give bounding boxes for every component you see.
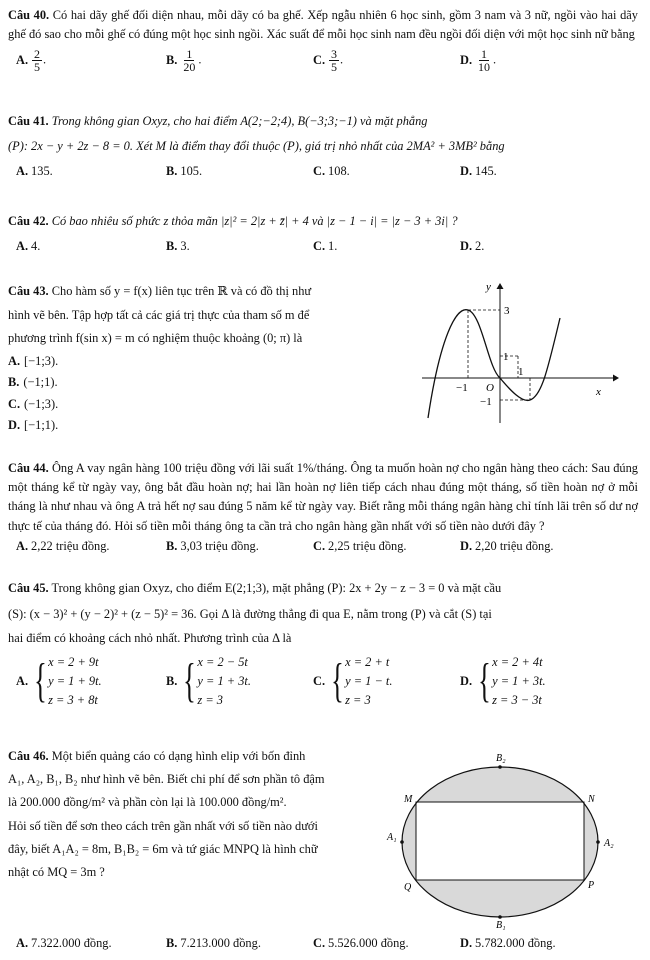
option-c[interactable]: C. 2,25 triệu đồng. — [313, 538, 407, 553]
x-label: x — [596, 386, 601, 398]
option-b[interactable]: B. 7.213.000 đồng. — [166, 936, 261, 950]
option-c[interactable]: C. (−1;3). — [8, 396, 59, 411]
option-a[interactable]: A. $\frac{2}{5}$ . — [16, 47, 47, 75]
option-c[interactable]: C. 108. — [313, 164, 350, 179]
option-b[interactable]: B. (−1;1). — [8, 375, 58, 390]
label-n: N — [588, 794, 595, 805]
option-a[interactable]: A. 7.322.000 đồng. — [16, 936, 112, 950]
y-label: y — [486, 281, 491, 293]
option-b[interactable]: B. { x = 2 − 5t y = 1 + 3t. z = 3 — [166, 654, 251, 708]
question-43: Câu 43. Cho hàm số y = f(x) liên tục trên ℝ và có đồ thị như hình vẽ bên. Tập hợp tất cả các giá trị thực của tham số m để phương trình f(sin x) = m có nghiệm thuộc khoảng (0; π) là A. [−1;3). B. (−1;1). C. (−1;3). D. [−1;1). — [8, 282, 398, 437]
question-44 — [8, 459, 638, 557]
question-43-text: Câu 43. Cho hàm số y = f(x) liên tục trên ℝ và có đồ thị như — [8, 284, 312, 298]
tick-1-x: 1 — [518, 366, 524, 378]
option-a[interactable]: A. 4. — [16, 239, 41, 254]
question-40 — [8, 6, 638, 82]
option-d[interactable]: D. { x = 2 + 4t y = 1 + 3t. z = 3 − 3t — [460, 654, 546, 708]
tick-1-y: 1 — [503, 351, 509, 363]
option-b[interactable]: B. 105. — [166, 164, 203, 179]
label-a2: A₂ — [604, 838, 614, 849]
option-c[interactable]: C. 1. — [313, 239, 338, 254]
question-45: Câu 45. Trong không gian Oxyz, cho điểm E(2;1;3), mặt phẳng (P): 2x + 2y − z − 3 = 0 và mặt cầu (S): (x − 3)² + (y − 2)² + (z − 5)² = 36. Gọi Δ là đường thẳng đi qua E, nằm trong (P) và cắt (S) tại hai điểm có khoảng cách nhỏ nhất. Phương trình của Δ là A. { x = 2 + 9t y = 1 + 9t. z = 3 + 8t B. { x = 2 − 5t y = 1 + 3t. z = 3 C. { x = 2 + t y = 1 − t. z = 3 D. { x = 2 + 4t y = 1 + 3t. z = 3 − 3t — [8, 579, 638, 719]
question-44-text: Câu 44. Ông A vay ngân hàng 100 triệu đồng với lãi suất 1%/tháng. Ông ta muốn hoàn nợ cho ngân hàng theo cách: Sau đúng một tháng kể từ ngày vay, ông bắt đầu hoàn nợ; hai lần hoàn nợ liên tiếp cách nhau đúng một tháng, số tiền hoàn nợ ở mỗi tháng là như nhau và ông A trả hết nợ sau đúng 5 năm kể từ ngày vay. Biết rằng mỗi tháng ngân hàng chỉ tính lãi trên số dư nợ thực tế của tháng đó. Hỏi số tiền mỗi tháng ông ta cần trả cho ngân hàng gần nhất với số tiền nào dưới đây ? — [8, 461, 638, 533]
options-row — [8, 162, 638, 182]
option-c[interactable]: C. 5.526.000 đồng. — [313, 936, 409, 950]
options-row — [8, 653, 638, 719]
rectangle-mnpq — [416, 802, 584, 880]
vertex-a1 — [400, 840, 404, 844]
option-d[interactable]: D. [−1;1). — [8, 418, 59, 433]
label-b1: B₁ — [496, 920, 506, 930]
option-d[interactable]: D. 5.782.000 đồng. — [460, 936, 556, 950]
option-d[interactable]: D. 2. — [460, 239, 485, 254]
vertex-b2 — [498, 765, 502, 769]
tick-minus-1-y: −1 — [480, 396, 492, 408]
option-d[interactable]: D. $\frac{1}{10}$ . — [460, 47, 497, 75]
origin-label: O — [486, 382, 494, 394]
option-a[interactable]: A. [−1;3). — [8, 353, 59, 368]
function-curve — [428, 310, 560, 418]
ellipse-figure — [384, 750, 624, 930]
tick-3: 3 — [504, 305, 510, 317]
tick-minus-1-x: −1 — [456, 382, 468, 394]
question-42-text: Câu 42. Có bao nhiêu số phức z thỏa mãn |z|² = 2|z + z̄| + 4 và |z − 1 − i| = |z − 3 + 3i| ? — [8, 214, 458, 228]
vertex-b1 — [498, 915, 502, 919]
label-q: Q — [404, 882, 412, 893]
option-b[interactable]: B. 3. — [166, 239, 190, 254]
label-a1: A₁ — [387, 832, 397, 843]
label-p: P — [588, 880, 595, 891]
function-graph — [418, 278, 640, 426]
question-40-text: Câu 40. Có hai dãy ghế đối diện nhau, mỗi dãy có ba ghế. Xếp ngẫu nhiên 6 học sinh, gồm 3 nam và 3 nữ, ngồi vào hai dãy ghế đó sao cho mỗi ghế có đúng một học sinh ngồi. Xác suất để mỗi học sinh nam đều ngồi đối diện với một học sinh nữ bằng — [8, 8, 639, 42]
question-46: Câu 46. Một biển quảng cáo có dạng hình elip với bốn đỉnh A₁, A₂, B₁, B₂ như hình vẽ bên. Biết chi phí để sơn phần tô đậm là 200.000 đồng/m² và phần còn lại là 100.000 đồng/m². Hỏi số tiền để sơn theo cách trên gần nhất với số tiền nào dưới đây, biết A₁A₂ = 8m, B₁B₂ = 6m và tứ giác MNPQ là hình chữ nhật có MQ = 3m ? — [8, 747, 386, 882]
question-41-text: Câu 41. Trong không gian Oxyz, cho hai điểm A(2;−2;4), B(−3;3;−1) và mặt phẳng — [8, 114, 428, 128]
question-45-text: Câu 45. Trong không gian Oxyz, cho điểm E(2;1;3), mặt phẳng (P): 2x + 2y − z − 3 = 0 và mặt cầu — [8, 581, 502, 595]
option-b[interactable]: B. $\frac{1}{20}$ . — [166, 47, 202, 75]
question-41: Câu 41. Trong không gian Oxyz, cho hai điểm A(2;−2;4), B(−3;3;−1) và mặt phẳng (P): 2x − y + 2z − 8 = 0. Xét M là điểm thay đổi thuộc (P), giá trị nhỏ nhất của 2MA² + 3MB² bằng A. 135. B. 105. C. 108. D. 145. — [8, 112, 638, 182]
question-46-text: Câu 46. Một biển quảng cáo có dạng hình elip với bốn đỉnh — [8, 749, 306, 763]
vertex-a2 — [596, 840, 600, 844]
option-b[interactable]: B. 3,03 triệu đồng. — [166, 538, 259, 553]
option-c[interactable]: C. { x = 2 + t y = 1 − t. z = 3 — [313, 654, 393, 708]
option-d[interactable]: D. 2,20 triệu đồng. — [460, 538, 554, 553]
options-row — [8, 48, 638, 82]
option-a[interactable]: A. 2,22 triệu đồng. — [16, 538, 110, 553]
options-row — [8, 934, 638, 954]
option-a[interactable]: A. 135. — [16, 164, 53, 179]
options-row — [8, 237, 638, 257]
options-column — [8, 351, 398, 437]
label-b2: B₂ — [496, 753, 506, 764]
label-m: M — [404, 794, 413, 805]
option-d[interactable]: D. 145. — [460, 164, 497, 179]
option-c[interactable]: C. $\frac{3}{5}$ . — [313, 47, 344, 75]
option-a[interactable]: A. { x = 2 + 9t y = 1 + 9t. z = 3 + 8t — [16, 654, 102, 708]
question-46-options — [8, 934, 638, 954]
question-42 — [8, 212, 638, 257]
question-number: Câu 40. — [8, 8, 50, 22]
options-row — [8, 537, 638, 557]
